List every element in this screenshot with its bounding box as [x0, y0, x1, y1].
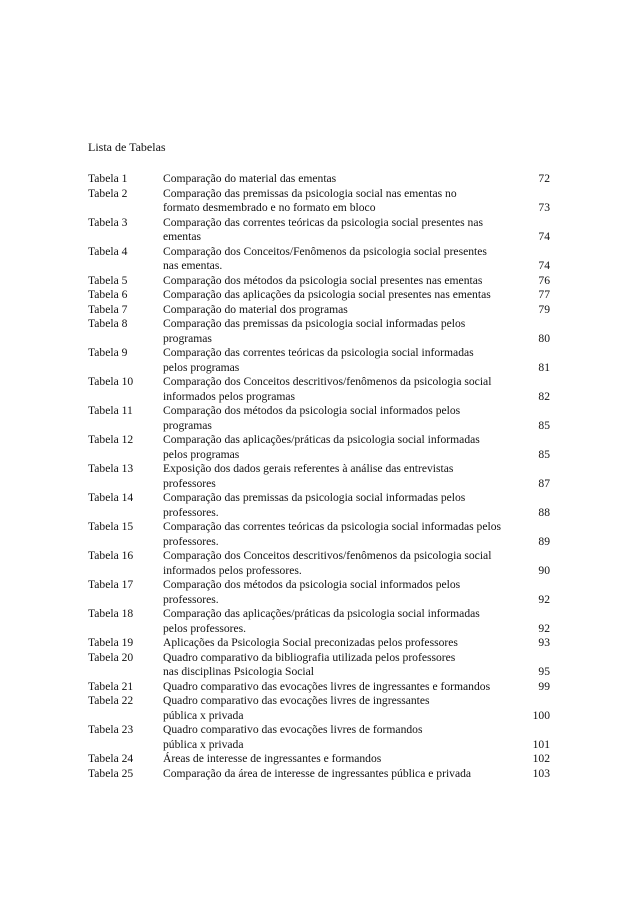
table-description-line: nas disciplinas Psicologia Social [163, 665, 315, 678]
table-label: Tabela 9 [88, 346, 128, 359]
page-number: 92 [538, 592, 550, 606]
table-description-line: pelos programas [163, 447, 240, 461]
table-description-line: Comparação das correntes teóricas da psicologia social informadas pelos [163, 520, 502, 533]
table-label: Tabela 11 [88, 404, 133, 417]
table-description-line: programas [163, 418, 212, 432]
table-list-item [88, 752, 550, 767]
table-description [88, 636, 550, 651]
table-label: Tabela 19 [88, 636, 134, 649]
table-label: Tabela 6 [88, 288, 128, 301]
table-description-line: Quadro comparativo da bibliografia utilizada pelos professores [163, 650, 456, 664]
table-description [88, 694, 550, 723]
table-description-line: pública x privada [163, 708, 244, 722]
table-list [88, 172, 550, 781]
table-description-line: informados pelos programas [163, 389, 296, 403]
table-label: Tabela 12 [88, 433, 134, 446]
table-description [88, 520, 550, 549]
table-description-line: Quadro comparativo das evocações livres de ingressantes e formandos [163, 679, 491, 693]
table-label: Tabela 13 [88, 462, 134, 475]
page-number: 74 [538, 259, 550, 272]
page-title: Lista de Tabelas [88, 140, 166, 154]
table-description-line: Comparação das aplicações/práticas da psicologia social informadas [163, 607, 480, 620]
table-description [88, 245, 550, 274]
table-list-item [88, 462, 550, 491]
table-description [88, 723, 550, 752]
table-description-line: Comparação das premissas da psicologia social informadas pelos [163, 317, 466, 330]
page-number: 76 [538, 273, 550, 287]
table-label: Tabela 5 [88, 273, 128, 287]
page-number: 90 [538, 563, 550, 577]
table-list-item [88, 680, 550, 695]
table-description-line: Comparação dos métodos da psicologia social informados pelos [163, 578, 461, 591]
page-number: 93 [538, 636, 550, 649]
table-description-line: Comparação das aplicações da psicologia social presentes nas ementas [163, 288, 491, 301]
table-description-line: Comparação do material das ementas [163, 172, 337, 185]
table-description [88, 767, 550, 782]
table-description-line: programas [163, 331, 212, 345]
table-label: Tabela 8 [88, 317, 128, 330]
table-description-line: Comparação dos Conceitos descritivos/fenômenos da psicologia social [163, 375, 492, 388]
table-description-line: Comparação das correntes teóricas da psicologia social informadas [163, 346, 474, 359]
table-description [88, 172, 550, 187]
table-list-item [88, 375, 550, 404]
table-list-item [88, 767, 550, 782]
table-description-line: Exposição dos dados gerais referentes à análise das entrevistas [163, 462, 454, 475]
table-description [88, 549, 550, 578]
page-number: 100 [532, 708, 550, 722]
page-number: 103 [532, 766, 550, 780]
table-list-item [88, 607, 550, 636]
table-description [88, 187, 550, 216]
page-number: 87 [538, 476, 550, 490]
table-description-line: professores [163, 476, 216, 490]
table-description-line: Comparação das premissas da psicologia social nas ementas no [163, 186, 457, 200]
table-description [88, 578, 550, 607]
table-list-item [88, 549, 550, 578]
table-description-line: nas ementas. [163, 259, 223, 272]
page-number: 101 [532, 737, 550, 751]
table-description-line: Comparação dos Conceitos/Fenômenos da psicologia social presentes [163, 244, 487, 258]
table-list-item [88, 346, 550, 375]
table-label: Tabela 3 [88, 215, 128, 229]
page-number: 79 [538, 302, 550, 316]
table-description [88, 404, 550, 433]
table-description [88, 462, 550, 491]
page-number: 77 [538, 288, 550, 301]
table-label: Tabela 1 [88, 172, 128, 185]
page-number: 72 [538, 172, 550, 185]
page-number: 82 [538, 389, 550, 403]
table-description-line: Comparação do material dos programas [163, 302, 348, 316]
table-label: Tabela 10 [88, 375, 134, 388]
page-number: 74 [538, 230, 550, 243]
table-list-item [88, 694, 550, 723]
table-description-line: Comparação das aplicações/práticas da psicologia social informadas [163, 433, 480, 446]
page-number: 73 [538, 201, 550, 214]
table-list-item [88, 172, 550, 187]
table-description-line: ementas [163, 230, 201, 243]
table-description [88, 303, 550, 318]
table-description-line: pelos programas [163, 360, 240, 374]
table-list-item [88, 317, 550, 346]
table-list-item [88, 520, 550, 549]
table-list-item [88, 723, 550, 752]
table-list-item [88, 433, 550, 462]
table-list-item [88, 303, 550, 318]
table-description [88, 317, 550, 346]
table-list-item [88, 491, 550, 520]
table-label: Tabela 17 [88, 578, 134, 591]
table-description-line: Comparação das correntes teóricas da psicologia social presentes nas [163, 215, 483, 229]
table-list-item [88, 274, 550, 289]
page-number: 88 [538, 505, 550, 519]
table-list-item [88, 578, 550, 607]
table-description-line: Comparação da área de interesse de ingressantes pública e privada [163, 766, 472, 780]
table-description-line: Comparação dos métodos da psicologia social informados pelos [163, 404, 461, 417]
table-list-item [88, 404, 550, 433]
table-description [88, 274, 550, 289]
page-number: 89 [538, 534, 550, 548]
table-description-line: pelos professores. [163, 621, 247, 635]
page-number: 92 [538, 621, 550, 635]
table-label: Tabela 24 [88, 752, 134, 765]
table-description-line: pública x privada [163, 737, 244, 751]
table-description [88, 433, 550, 462]
table-list-item [88, 216, 550, 245]
table-list-item [88, 651, 550, 680]
table-list-item [88, 288, 550, 303]
table-label: Tabela 14 [88, 491, 134, 504]
table-description [88, 752, 550, 767]
table-label: Tabela 4 [88, 244, 128, 258]
table-label: Tabela 2 [88, 186, 128, 200]
page-number: 85 [538, 447, 550, 461]
table-description-line: Aplicações da Psicologia Social preconizadas pelos professores [163, 636, 458, 649]
table-list-item [88, 187, 550, 216]
table-label: Tabela 23 [88, 723, 134, 736]
table-description-line: Comparação dos Conceitos descritivos/fenômenos da psicologia social [163, 549, 492, 562]
table-description [88, 680, 550, 695]
table-description-line: Comparação das premissas da psicologia social informadas pelos [163, 491, 466, 504]
table-description-line: Comparação dos métodos da psicologia social presentes nas ementas [163, 273, 483, 287]
table-description-line: Quadro comparativo das evocações livres de formandos [163, 723, 423, 736]
table-label: Tabela 21 [88, 679, 134, 693]
table-label: Tabela 7 [88, 302, 128, 316]
table-label: Tabela 16 [88, 549, 134, 562]
table-label: Tabela 22 [88, 694, 134, 707]
table-description-line: professores. [163, 534, 219, 548]
table-description [88, 607, 550, 636]
table-description-line: Áreas de interesse de ingressantes e formandos [163, 752, 382, 765]
page-number: 102 [532, 752, 550, 765]
table-description [88, 491, 550, 520]
page-number: 81 [538, 360, 550, 374]
table-description [88, 651, 550, 680]
table-description [88, 288, 550, 303]
table-description-line: professores. [163, 592, 219, 606]
page-number: 80 [538, 331, 550, 345]
page-number: 99 [538, 679, 550, 693]
table-label: Tabela 20 [88, 650, 134, 664]
page-number: 95 [538, 665, 550, 678]
table-description-line: professores. [163, 505, 219, 519]
page-number: 85 [538, 418, 550, 432]
table-label: Tabela 15 [88, 520, 134, 533]
table-description [88, 346, 550, 375]
table-description-line: formato desmembrado e no formato em bloco [163, 201, 376, 214]
table-description-line: Quadro comparativo das evocações livres de ingressantes [163, 694, 430, 707]
table-label: Tabela 18 [88, 607, 134, 620]
table-label: Tabela 25 [88, 766, 134, 780]
table-description-line: informados pelos professores. [163, 563, 302, 577]
table-list-item [88, 245, 550, 274]
table-description [88, 375, 550, 404]
table-description [88, 216, 550, 245]
table-list-item [88, 636, 550, 651]
